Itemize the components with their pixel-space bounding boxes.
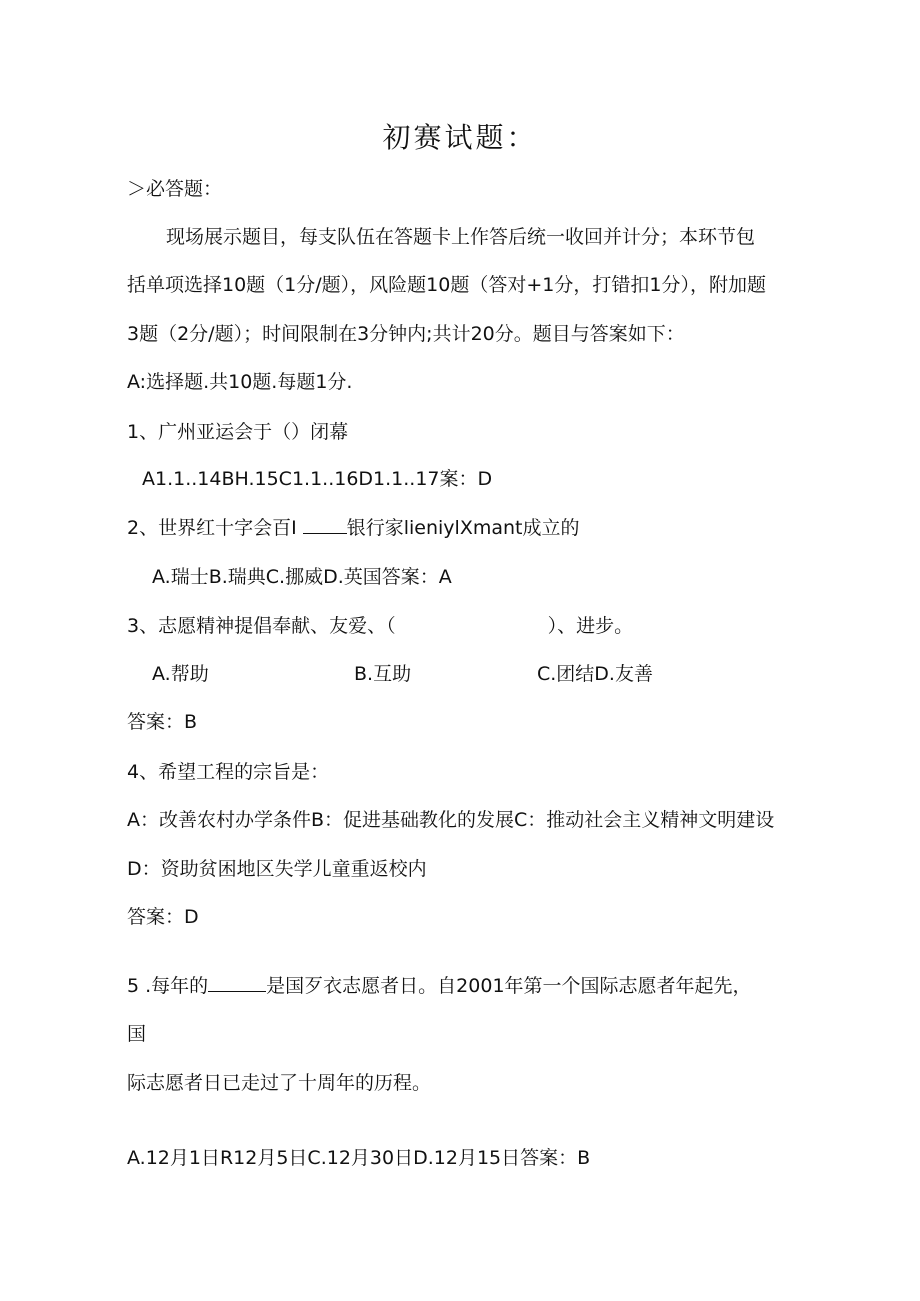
question-3-stem-end: ）、进步。 xyxy=(547,615,634,637)
question-3-option-cd: C.团结D.友善 xyxy=(537,663,653,685)
answer-blank xyxy=(303,517,347,534)
question-3-stem xyxy=(127,614,633,638)
question-5-options: A.12月1日R12月5日C.12月30日D.12月15日答案：B xyxy=(127,1147,591,1169)
question-4-options-line-1: A：改善农村办学条件B：促进基础教化的发展C：推动社会主义精神文明建设 xyxy=(127,809,775,831)
page-title: 初赛试题： xyxy=(382,121,538,154)
question-1-stem: 1、广州亚运会于（）闭幕 xyxy=(127,421,349,443)
question-5-stem xyxy=(127,974,752,998)
section-heading: ＞必答题： xyxy=(127,178,223,200)
question-4-stem: 4、希望工程的宗旨是： xyxy=(127,761,330,783)
part-a-heading: A:选择题.共10题.每题1分. xyxy=(127,371,353,393)
question-2-stem-end: 银行家lieniylXmant成立的 xyxy=(346,517,580,539)
question-2-options: A.瑞士B.瑞典C.挪威D.英国答案：A xyxy=(152,566,452,588)
question-5-stem-end: 是国歹衣志愿者日。自2001年第一个国际志愿者年起先， xyxy=(266,975,752,997)
question-3-options xyxy=(152,662,712,686)
answer-blank xyxy=(208,975,266,992)
question-5-stem-line-2: 际志愿者日已走过了十周年的历程。 xyxy=(127,1072,432,1094)
question-2-stem-start: 2、世界红十字会百I xyxy=(127,517,303,539)
intro-line-2: 括单项选择10题（1分/题），风险题10题（答对+1分，打错扣1分），附加题 xyxy=(127,274,766,296)
intro-line-3: 3题（2分/题）；时间限制在3分钟内;共计20分。题目与答案如下： xyxy=(127,323,685,345)
question-5-stem-wrap: 国 xyxy=(127,1023,147,1045)
question-2-stem xyxy=(127,516,580,540)
question-5-stem-start: 5 .每年的 xyxy=(127,975,209,997)
question-1-options: A1.1..14BH.15C1.1..16D1.1..17案：D xyxy=(142,468,493,490)
question-4-options-line-2: D：资助贫困地区失学儿童重返校内 xyxy=(127,858,427,880)
intro-line-1: 现场展示题目，每支队伍在答题卡上作答后统一收回并计分；本环节包 xyxy=(166,226,756,248)
question-3-stem-start: 3、志愿精神提倡奉献、友爱、（ xyxy=(127,615,396,637)
question-4-answer: 答案：D xyxy=(127,906,199,928)
question-3-answer: 答案：B xyxy=(127,711,198,733)
question-3-option-a: A.帮助 xyxy=(152,663,209,685)
question-3-option-b: B.互助 xyxy=(354,663,412,685)
